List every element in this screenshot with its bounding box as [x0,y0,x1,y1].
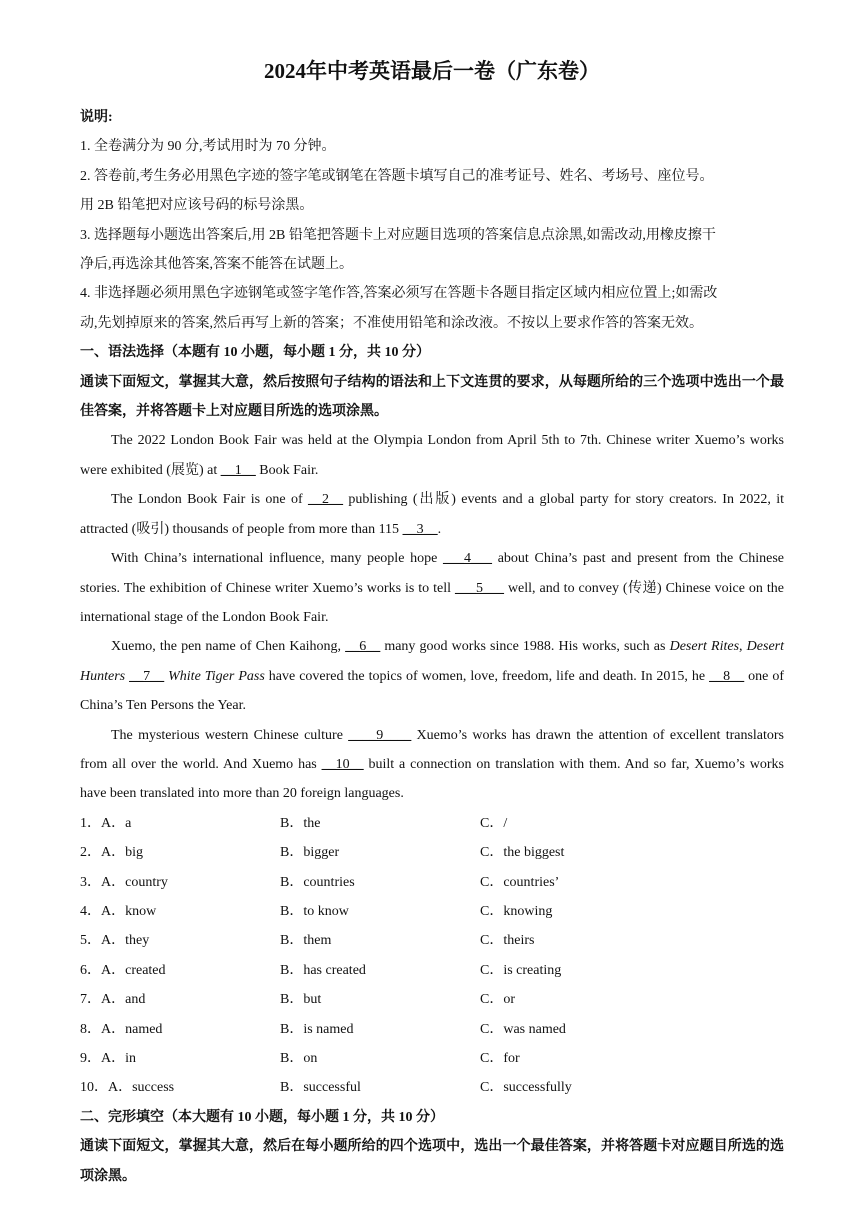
option-a-text: A．country [101,874,168,890]
blank-3: __3__ [402,521,438,537]
option-b: B．on [280,1051,318,1066]
option-a [80,897,280,926]
passage-text: well, and to convey (传递) Chinese voice on the international stage of the London Book Fair. [80,580,784,625]
options-list [80,809,784,1103]
passage-text: The 2022 London Book Fair was held at the Olympia London from April 5th to 7th. Chinese writer Xuemo’s works were exhibited (展览) at [80,433,784,478]
blank-6: __6__ [345,639,381,655]
blank-2: __2__ [308,492,344,508]
section1-heading: 一、语法选择（本题有 10 小题，每小题 1 分，共 10 分） [80,345,430,361]
instruction-line: 1. 全卷满分为 90 分,考试用时为 70 分钟。 [80,139,336,155]
book-title: Desert Rites [669,639,740,655]
passage-paragraph-1 [80,426,784,485]
passage-text: With China’s international influence, many people hope [111,551,443,567]
option-c: C．or [480,992,515,1008]
option-c: C．was named [480,1021,566,1037]
passage-paragraph-3 [80,544,784,632]
page-title: 2024年中考英语最后一卷（广东卷） [264,59,600,83]
instruction-line: 4. 非选择题必须用黑色字迹钢笔或签字笔作答,答案必须写在答题卡各题目指定区域内相应位置上;如需改 [80,286,718,302]
blank-8: __8__ [709,668,745,684]
passage-text: The mysterious western Chinese culture [111,727,349,743]
question-number: 1． [80,815,101,831]
passage-text: , [739,639,747,655]
option-row [80,809,784,838]
blank-10: __10__ [321,756,364,772]
option-a-text: A．and [101,992,146,1008]
option-c: C．is creating [480,962,562,978]
section2-heading: 二、完形填空（本大题有 10 小题，每小题 1 分，共 10 分） [80,1109,444,1125]
option-b: B．successful [280,1080,361,1096]
passage-text: . [437,521,442,537]
option-a-text: A．know [101,903,157,919]
option-b: B．the [280,815,321,831]
option-c: C．for [480,1051,520,1066]
option-a [80,1015,280,1044]
blank-9: ____9____ [348,727,412,743]
exam-page [80,55,784,1191]
passage-text: built a connection on translation with them. And so far, Xuemo’s works have been translated into more than 20 foreign languages. [80,756,784,802]
option-c: C．theirs [480,933,535,949]
passage-text: about China’s past and present from the Chinese stories. The exhibition of Chinese writer Xuemo’s works is to tell [80,551,784,596]
question-number: 8． [80,1021,101,1037]
option-row [80,838,784,867]
option-c: C．countries’ [480,874,560,890]
instructions-heading: 说明: [80,110,113,125]
option-b: B．has created [280,962,366,978]
option-b: B．bigger [280,845,340,861]
option-c: C．knowing [480,903,553,919]
instruction-line: 2. 答卷前,考生务必用黑色字迹的签字笔或钢笔在答题卡填写自己的准考证号、姓名、考场号、座位号。 [80,168,714,184]
option-a [80,985,280,1014]
blank-7: __7__ [129,668,165,684]
option-row [80,1073,784,1102]
passage-paragraph-2 [80,485,784,544]
option-a [80,1044,280,1073]
option-row [80,1044,784,1073]
option-a-text: A．big [101,845,143,861]
option-row [80,897,784,926]
option-a [80,1073,280,1102]
question-number: 5． [80,933,101,949]
option-row [80,956,784,985]
option-a-text: A．a [101,815,132,831]
option-b: B．but [280,992,322,1008]
passage-text: The London Book Fair is one of [111,492,309,508]
passage-text: many good works since 1988. His works, such as [380,639,670,655]
option-a [80,838,280,867]
option-a-text: A．named [101,1021,163,1037]
instruction-line: 用 2B 铅笔把对应该号码的标号涂黑。 [80,198,314,214]
section2-directions: 通读下面短文，掌握其大意，然后在每小题所给的四个选项中，选出一个最佳答案，并将答题卡对应题目所选的选项涂黑。 [80,1139,784,1184]
option-a-text: A．success [108,1080,175,1096]
question-number: 6． [80,962,101,978]
option-row [80,868,784,897]
instruction-line: 净后,再选涂其他答案,答案不能答在试题上。 [80,257,353,273]
passage-paragraph-4 [80,632,784,720]
option-b: B．to know [280,903,349,919]
option-a [80,926,280,955]
question-number: 3． [80,874,101,890]
question-number: 2． [80,845,101,861]
option-a-text: A．they [101,933,150,949]
blank-5: ___5___ [454,580,504,596]
option-c: C．the biggest [480,845,565,861]
option-b: B．countries [280,874,355,890]
option-a [80,809,280,838]
option-b: B．them [280,933,332,949]
passage-text: have covered the topics of women, love, freedom, life and death. In 2015, he [264,668,710,684]
passage-text: Xuemo, the pen name of Chen Kaihong, [111,639,346,655]
blank-1: __1__ [220,462,256,478]
question-number: 10． [80,1080,108,1096]
option-row [80,1015,784,1044]
instruction-line: 3. 选择题每小题选出答案后,用 2B 铅笔把答题卡上对应题目选项的答案信息点涂黑,如需改动,用橡皮擦干 [80,227,716,243]
section1-directions: 通读下面短文，掌握其大意，然后按照句子结构的语法和上下文连贯的要求，从每题所给的三个选项中选出一个最佳答案，并将答题卡上对应题目所选的选项涂黑。 [80,374,784,420]
question-number: 9． [80,1051,101,1066]
option-c: C．successfully [480,1080,572,1096]
passage-text: publishing (出版) events and a global party for story creators. In 2022, it attracted (吸引) thousands of people from more than 115 [80,492,784,537]
question-number: 7． [80,992,101,1008]
passage-text: one of China’s Ten Persons the Year. [80,668,785,714]
option-row [80,985,784,1014]
option-a-text: A．created [101,962,166,978]
question-number: 4． [80,903,101,919]
passage-paragraph-5 [80,721,784,809]
option-row [80,926,784,955]
passage-text: Book Fair. [255,462,319,478]
book-title: Desert Hunters [80,639,784,684]
option-c: C．/ [480,815,508,831]
option-a [80,956,280,985]
instruction-line: 动,先划掉原来的答案,然后再写上新的答案；不准使用铅笔和涂改液。不按以上要求作答的答案无效。 [80,315,703,331]
option-a [80,868,280,897]
blank-4: ___4___ [443,551,492,567]
option-b: B．is named [280,1021,354,1037]
book-title: White Tiger Pass [168,668,265,684]
passage-text: Xuemo’s works has drawn the attention of excellent translators from all over the world. And Xuemo has [80,727,785,772]
option-a-text: A．in [101,1051,136,1066]
